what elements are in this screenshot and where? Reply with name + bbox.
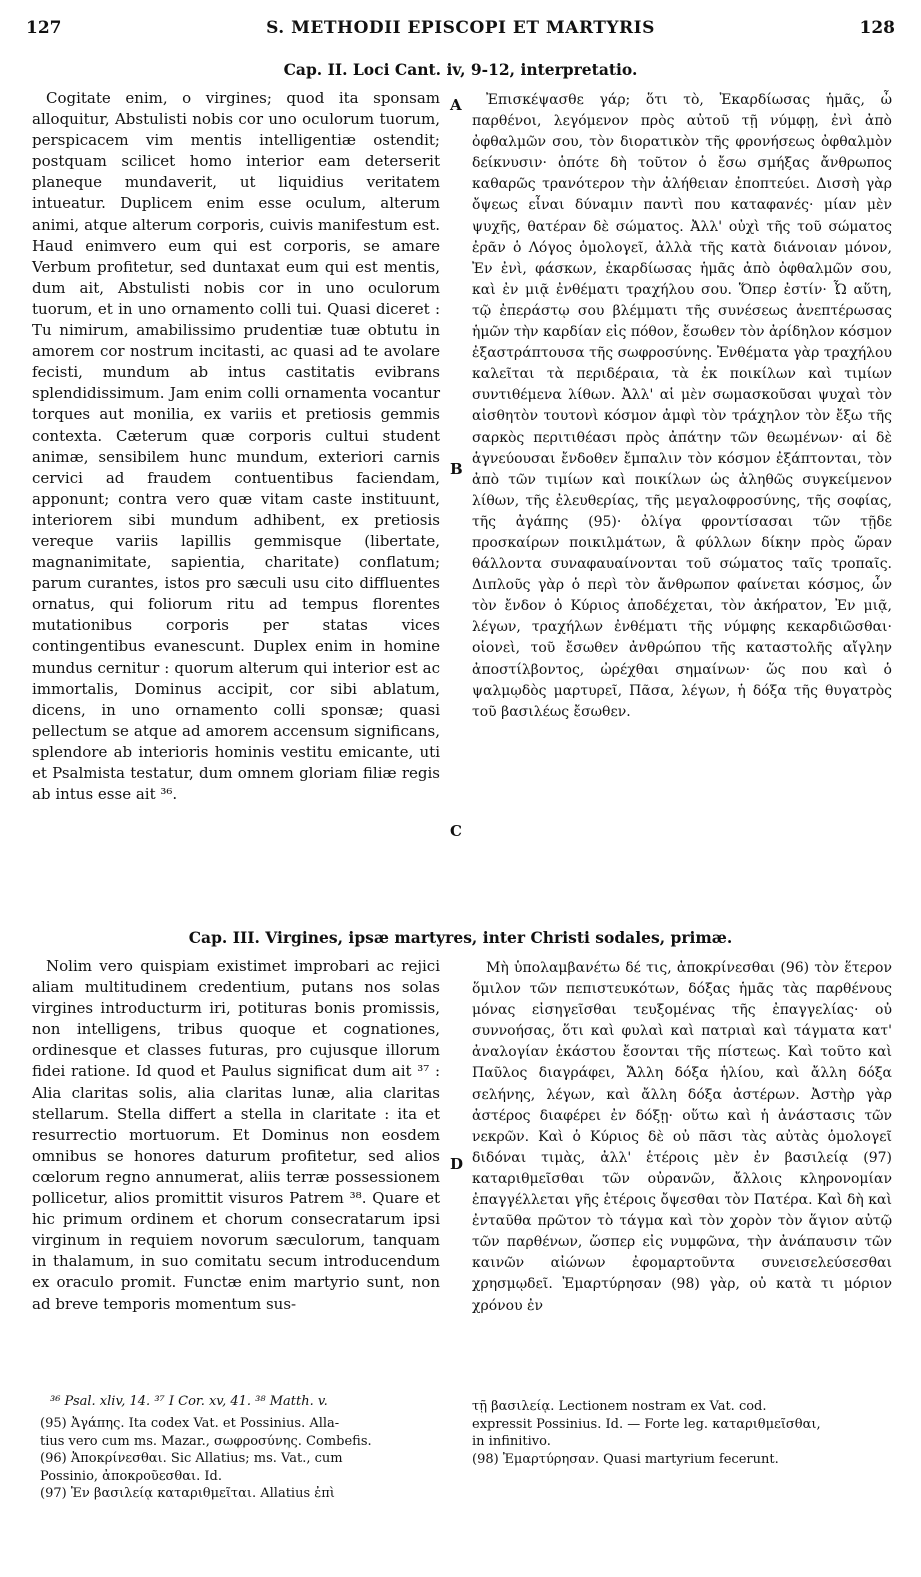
margin-marker-c: C <box>450 822 462 840</box>
footnote-line: (98) Ἐμαρτύρησαν. Quasi martyrium fecerunt. <box>472 1451 779 1467</box>
chapter-2-greek-column <box>472 90 892 723</box>
margin-marker-a: A <box>450 96 462 114</box>
chapter-3-latin-text: Nolim vero quispiam existimet improbari ac rejici aliam multitudinem credentium, putans nos solas virgines introducturm iri, potituras bonis promissis, non intelligens, tribus quoque et cognationes, ordinesque et classes futuras, pro cujusque illorum fidei ratione. Id quod et Paulus significat dum ait ³⁷ : Alia claritas solis, alia claritas lunæ, alia claritas stellarum. Stella differt a stella in claritate : ita et resurrectio mortuorum. Et Dominus non eosdem omnibus se honores daturum profitetur, sed alios cœlorum regno annumerat, aliis terræ possessionem pollicetur, alios promittit visuros Patrem ³⁸. Quare et hic primum ordinem et chorum consecratarum ipsi virginum in requiem novorum sæculorum, tanquam in thalamum, in suo comitatu secum introducendum ex oraculo promit. Functæ enim martyrio sunt, non ad breve temporis momentum sus- <box>32 957 440 1313</box>
scripture-references <box>50 1393 328 1411</box>
chapter-3-greek-column <box>472 958 892 1317</box>
chapter-2-latin-column <box>32 88 440 805</box>
page-number-right: 128 <box>859 18 895 38</box>
margin-marker-b: B <box>450 460 463 478</box>
footnote-line: τῇ βασιλείᾳ. Lectionem nostram ex Vat. cod. <box>472 1399 767 1414</box>
scripture-references-text: ³⁶ Psal. xliv, 14. ³⁷ I Cor. xv, 41. ³⁸ Matth. v. <box>50 1394 328 1409</box>
chapter-3-latin-column <box>32 956 440 1315</box>
chapter-2-latin-text: Cogitate enim, o virgines; quod ita sponsam alloquitur, Abstulisti nobis cor uno oculorum tuorum, perspicacem vim mentis intelligentiæ ostendit; postquam scilicet homo interior eam deterserit planeque mundaverit, ut liquidius veritatem intueatur. Duplicem enim esse oculum, alterum animi, atque alterum corporis, cuivis manifestum est. Haud enimvero eum qui est corporis, se amare Verbum profitetur, sed duntaxat eum qui est mentis, dum ait, Abstulisti nobis cor in uno oculorum tuorum, et in uno ornamento colli tui. Quasi diceret : Tu nimirum, amabilissimo prudentiæ tuæ obtutu in amorem cor nostrum incitasti, ac quasi ad te avolare fecisti, mundum ab intus castitatis evibrans splendidissimum. Jam enim colli ornamenta vocantur torques aut monilia, ex variis et pretiosis gemmis contexta. Cæterum quæ corporis cultui student animæ, sensibilem hunc mundum, exteriori carnis cervici ad fraudem contuentibus faciendam, apponunt; contra vero quæ vitam caste instituunt, interiorem sibi mundum adhibent, ex pretiosis vereque variis lapillis gemmisque (libertate, magnanimitate, sapientia, charitate) conflatum; parum curantes, istos pro sæculi usu cito diffluentes ornatus, qui foliorum ritu ad tempus florentes mutationibus corporis per statas vices contingentibus evanescunt. Duplex enim in homine mundus cernitur : quorum alterum qui interior est ac immortalis, Dominus accipit, cor sibi ablatum, dicens, in uno ornamento colli sponsæ; quasi pellectum se atque ad amorem accensum significans, splendore ab interioris hominis vestitu emicante, uti et Psalmista testatur, dum omnem gloriam filiæ regis ab intus esse ait ³⁶. <box>32 89 440 804</box>
footnote-line: expressit Possinius. Id. — Forte leg. καταριθμεῖσθαι, <box>472 1416 821 1432</box>
margin-marker-d: D <box>450 1155 464 1173</box>
running-title: S. METHODII EPISCOPI ET MARTYRIS <box>266 18 655 38</box>
chapter-2-heading: Cap. II. Loci Cant. iv, 9-12, interpretatio. <box>283 60 638 79</box>
footnote-line: Possinio, ἀποκροῦεσθαι. Id. <box>40 1468 222 1484</box>
footnote-line: tius vero cum ms. Mazar., σωφροσύνης. Combefis. <box>40 1433 372 1449</box>
footnotes-left <box>40 1415 372 1503</box>
running-head <box>26 18 895 44</box>
footnote-line: (97) Ἐν βασιλείᾳ καταριθμεῖται. Allatius ἐπὶ <box>40 1486 335 1501</box>
chapter-2-greek-text: Ἐπισκέψασθε γάρ; ὅτι τὸ, Ἐκαρδίωσας ἡμᾶς, ὦ παρθένοι, λεγόμενον πρὸς αὐτοῦ τῇ νύμφῃ, ἐνὶ ἀπὸ ὀφθαλμῶν σου, τὸν διορατικὸν τῆς φρονήσεως ὀφθαλμὸν δείκνυσιν· ὁπότε δὴ τοῦτον ὁ ἔσω σμήξας ἄνθρωπος καθαρῶς τρανότερον τὴν ἀλήθειαν ἐποπτεύει. Δισσὴ γὰρ ὄψεως εἶναι δύναμιν παντὶ που καταφανές· μίαν μὲν ψυχῆς, θατέραν δὲ σώματος. Ἀλλ' οὐχὶ τῆς τοῦ σώματος ἐρᾶν ὁ Λόγος ὁμολογεῖ, ἀλλὰ τῆς κατὰ διάνοιαν μόνον, Ἐν ἐνὶ, φάσκων, ἐκαρδίωσας ἡμᾶς ἀπὸ ὀφθαλμῶν σου, καὶ ἐν μιᾷ ἐνθέματι τραχήλου σου. Ὅπερ ἐστίν· Ὦ αὕτη, τῷ ἐπεράστῳ σου βλέμματι τῆς συνέσεως ἀνεπτέρωσας ἡμῶν τὴν καρδίαν εἰς πόθον, ἔσωθεν τὸν ἀρίδηλον κόσμον ἐξαστράπτουσα τῆς σωφροσύνης. Ἐνθέματα γὰρ τραχήλου καλεῖται τὰ περιδέραια, τὰ ἐκ ποικίλων καὶ τιμίων συντιθέμενα λίθων. Ἀλλ' αἱ μὲν σωμασκοῦσαι ψυχαὶ τὸν αἰσθητὸν τουτονὶ κόσμον ἀμφὶ τὸν τράχηλον τὸν ἔξω τῆς σαρκὸς περιτιθέασι πρὸς ἀπάτην τῶν θεωμένων· αἱ δὲ ἁγνεύουσαι ἔνδοθεν ἔμπαλιν τὸν κόσμον ἐξάπτονται, τὸν ἀπὸ τῶν τιμίων καὶ ποικίλων ὡς ἀληθῶς συγκείμενον λίθων, τῆς ἐλευθερίας, τῆς μεγαλοφροσύνης, τῆς σοφίας, τῆς ἀγάπης (95)· ὀλίγα φροντίσασαι τῶν τῇδε προσκαίρων ποικιλμάτων, ἃ φύλλων δίκην πρὸς ὥραν θάλλοντα συναφαυαίνονται τοῦ σώματος ταῖς τροπαῖς. Διπλοῦς γὰρ ὁ περὶ τὸν ἄνθρωπον φαίνεται κόσμος, ὧν τὸν ἔνδον ὁ Κύριος ἀποδέχεται, τὸν ἀκήρατον, Ἐν μιᾷ, λέγων, τραχήλων ἐνθέματι τῆς νύμφης κεκαρδιῶσθαι· οἱονεὶ, τοῦ ἔσωθεν ἀνθρώπου τῆς καταστολῆς αἴγλην ἀποστίλβοντος, ὠρέχθαι σημαίνων· ὥς που καὶ ὁ ψαλμῳδὸς μαρτυρεῖ, Πᾶσα, λέγων, ἡ δόξα τῆς θυγατρὸς τοῦ βασιλέως ἔσωθεν. <box>472 92 892 720</box>
chapter-3-greek-text: Μὴ ὑπολαμβανέτω δέ τις, ἀποκρίνεσθαι (96) τὸν ἕτερον ὅμιλον τῶν πεπιστευκότων, δόξας ἡμᾶς τὰς παρθένους μόνας εἰσηγεῖσθαι τευξομένας τῆς ἐπαγγελίας· οὐ συννοήσας, ὅτι καὶ φυλαὶ καὶ πατριαὶ καὶ τάγματα κατ' ἀναλογίαν ἑκάστου ἔσονται τῆς πίστεως. Καὶ τοῦτο καὶ Παῦλος διαγράφει, Ἄλλη δόξα ἡλίου, καὶ ἄλλη δόξα σελήνης, λέγων, καὶ ἄλλη δόξα ἀστέρων. Ἀστὴρ γὰρ ἀστέρος διαφέρει ἐν δόξῃ· οὕτω καὶ ἡ ἀνάστασις τῶν νεκρῶν. Καὶ ὁ Κύριος δὲ οὐ πᾶσι τὰς αὐτὰς ὁμολογεῖ διδόναι τιμὰς, ἀλλ' ἑτέροις μὲν ἐν βασιλείᾳ (97) καταριθμεῖσθαι τῶν οὐρανῶν, ἄλλοις κληρονομίαν ἐπαγγέλλεται γῆς ἑτέροις ὄψεσθαι τὸν Πατέρα. Καὶ δὴ καὶ ἐνταῦθα πρῶτον τὸ τάγμα καὶ τὸν χορὸν τὸν ἅγιον αὐτῷ τῶν παρθένων, ὥσπερ εἰς νυμφῶνα, τὴν ἀνάπαυσιν τῶν καινῶν αἰώνων ἐφομαρτοῦντα συνεισελεύσεσθαι χρησμῳδεῖ. Ἐμαρτύρησαν (98) γὰρ, οὐ κατὰ τι μόριον χρόνου ἐν <box>472 960 892 1314</box>
footnote-line: (95) Ἀγάπης. Ita codex Vat. et Possinius. Alla- <box>40 1416 340 1431</box>
footnote-line: in infinitivo. <box>472 1434 551 1449</box>
page-number-left: 127 <box>26 18 62 38</box>
footnotes-right <box>472 1398 821 1468</box>
footnote-line: (96) Ἀποκρίνεσθαι. Sic Allatius; ms. Vat., cum <box>40 1451 343 1466</box>
chapter-3-heading: Cap. III. Virgines, ipsæ martyres, inter Christi sodales, primæ. <box>188 928 733 947</box>
